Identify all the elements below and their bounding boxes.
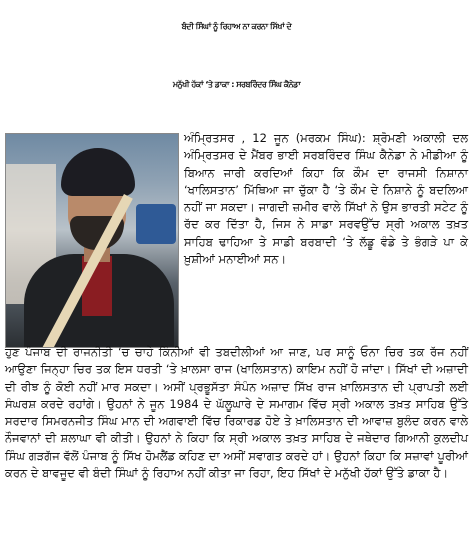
headline-line-2: ਮਨੁੱਖੀ ਹੱਕਾਂ ‘ਤੇ ਡਾਕਾ : ਸਰਬਰਿੰਦਰ ਸਿੰਘ ਕੈਨੇਡਾ [172, 80, 301, 89]
article-photo [5, 133, 179, 348]
turban [61, 148, 135, 196]
article-paragraph-2: ਹੁਣ ਪੰਜਾਬ ਦੀ ਰਾਜਨੀਤੀ ‘ਚ ਚਾਹੇ ਕਿੰਨੀਆਂ ਵੀ ਤਬਦੀਲੀਆਂ ਆ ਜਾਣ, ਪਰ ਸਾਨੂੰ ਓਨਾ ਚਿਰ ਤਕ ਰੱਜ ਨਹੀਂ ਆਉਣਾ ਜਿਨ੍ਹਾ ਚਿਰ ਤਕ ਇਸ ਧਰਤੀ ‘ਤੇ ਖ਼ਾਲਸਾ ਰਾਜ (ਖਾਲਿਸਤਾਨ) ਕਾਇਮ ਨਹੀਂ ਹੋ ਜਾਂਦਾ। ਸਿੱਖਾਂ ਦੀ ਅਜ਼ਾਦੀ ਦੀ ਰੀਝ ਨੂੰ ਕੋਈ ਨਹੀਂ ਮਾਰ ਸਕਦਾ। ਅਸੀਂ ਪ੍ਰਭੂਸੱਤਾ ਸੰਪੰਨ ਅਜ਼ਾਦ ਸਿੱਖ ਰਾਜ ਖ਼ਾਲਿਸਤਾਨ ਦੀ ਪ੍ਰਾਪਤੀ ਲਈ ਸੰਘਰਸ਼ ਕਰਦੇ ਰਹਾਂਗੇ। ਉਹਨਾਂ ਨੇ ਜੂਨ 1984 ਦੇ ਘੱਲੂਘਾਰੇ ਦੇ ਸਮਾਗਮ ਵਿੱਚ ਸ੍ਰੀ ਅਕਾਲ ਤਖ਼ਤ ਸਾਹਿਬ ਉੱਤੇ ਸਰਦਾਰ ਸਿਮਰਨਜੀਤ ਸਿੰਘ ਮਾਨ ਦੀ ਅਗਵਾਈ ਵਿੱਚ ਰਿਕਾਰਡ ਹੋਏ ਤੇ ਖ਼ਾਲਿਸਤਾਨ ਦੀ ਆਵਾਜ਼ ਬੁਲੰਦ ਕਰਨ ਵਾਲੇ ਨੌਜਵਾਨਾਂ ਦੀ ਸ਼ਲਾਘਾ ਵੀ ਕੀਤੀ। ਉਹਨਾਂ ਨੇ ਕਿਹਾ ਕਿ ਸ੍ਰੀ ਅਕਾਲ ਤਖ਼ਤ ਸਾਹਿਬ ਦੇ ਜਥੇਦਾਰ ਗਿਆਨੀ ਕੁਲਦੀਪ ਸਿੰਘ ਗੜਗੱਜ ਵੱਲੋਂ ਪੰਜਾਬ ਨੂੰ ਸਿੱਖ ਹੋਮਲੈਂਡ ਕਹਿਣ ਦਾ ਅਸੀਂ ਸਵਾਗਤ ਕਰਦੇ ਹਾਂ। ਉਹਨਾਂ ਕਿਹਾ ਕਿ ਸਜ਼ਾਵਾਂ ਪੂਰੀਆਂ ਕਰਨ ਦੇ ਬਾਵਜੂਦ ਵੀ ਬੰਦੀ ਸਿੰਘਾਂ ਨੂੰ ਰਿਹਾਅ ਨਹੀਂ ਕੀਤਾ ਜਾ ਰਿਹਾ, ਇਹ ਸਿੱਖਾਂ ਦੇ ਮਨੁੱਖੀ ਹੱਕਾਂ ਉੱਤੇ ਡਾਕਾ ਹੈ। [5, 345, 468, 481]
article-paragraph-1: ਅੰਮ੍ਰਿਤਸਰ , 12 ਜੂਨ (ਮਰਕਮ ਸਿੰਘ): ਸ਼੍ਰੋਮਣੀ ਅਕਾਲੀ ਦਲ ਅੰਮ੍ਰਿਤਸਰ ਦੇ ਮੈਂਬਰ ਭਾਈ ਸਰਬਰਿੰਦਰ ਸਿੰਘ ਕੈਨੇਡਾ ਨੇ ਮੀਡੀਆ ਨੂੰ ਬਿਆਨ ਜਾਰੀ ਕਰਦਿਆਂ ਕਿਹਾ ਕਿ ਕੌਮ ਦਾ ਰਾਜਸੀ ਨਿਸ਼ਾਨਾ ‘ਖਾਲਿਸਤਾਨ’ ਮਿੱਥਿਆ ਜਾ ਚੁੱਕਾ ਹੈ ‘ਤੇ ਕੌਮ ਦੇ ਨਿਸ਼ਾਨੇ ਨੂੰ ਬਦਲਿਆ ਨਹੀਂ ਜਾ ਸਕਦਾ। ਜਾਗਦੀ ਜ਼ਮੀਰ ਵਾਲੇ ਸਿੱਖਾਂ ਨੇ ਉਸ ਭਾਰਤੀ ਸਟੇਟ ਨੂੰ ਰੱਦ ਕਰ ਦਿੱਤਾ ਹੈ, ਜਿਸ ਨੇ ਸਾਡਾ ਸਰਵਉੱਚ ਸ੍ਰੀ ਅਕਾਲ ਤਖ਼ਤ ਸਾਹਿਬ ਢਾਹਿਆ ਤੇ ਸਾਡੀ ਬਰਬਾਦੀ ‘ਤੇ ਲੱਡੂ ਵੰਡੇ ਤੇ ਭੰਗੜੇ ਪਾ ਕੇ ਖ਼ੁਸ਼ੀਆਂ ਮਨਾਈਆਂ ਸਨ। [184, 131, 468, 267]
headline-line-1: ਬੰਦੀ ਸਿੰਘਾਂ ਨੂੰ ਰਿਹਾਅ ਨਾ ਕਰਨਾ ਸਿੱਖਾਂ ਦੇ [181, 22, 292, 31]
